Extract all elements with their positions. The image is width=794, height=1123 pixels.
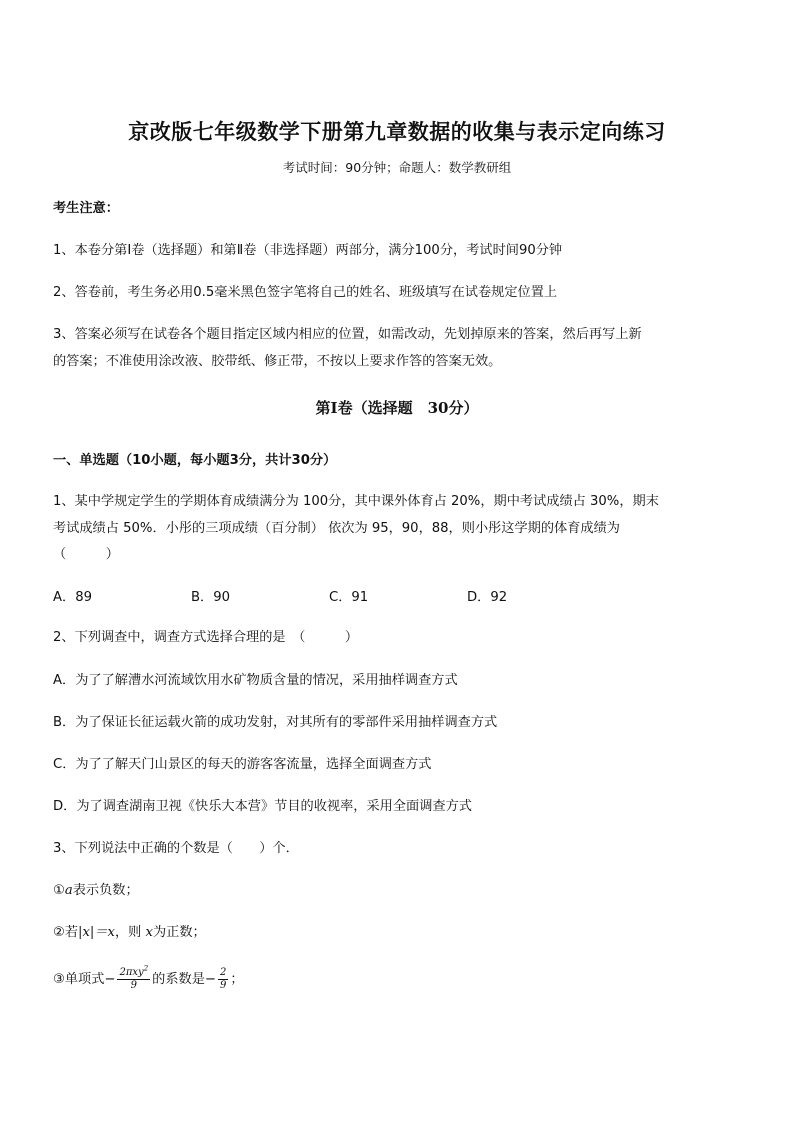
q1-option-d: D．92 [467, 590, 508, 605]
q3-s3-prefix: ③单项式 [53, 972, 105, 987]
part-heading: 一、单选题（10小题，每小题3分，共计30分） [53, 453, 337, 468]
q2-option-d: D．为了调查湖南卫视《快乐大本营》节目的收视率，采用全面调查方式 [53, 799, 472, 814]
q3-statement-3 [53, 963, 743, 997]
q3-s3-mid: 的系数是 [152, 972, 205, 987]
q3-s2-text: 为正数； [152, 925, 206, 940]
q2-option-b: B．为了保证长征运载火箭的成功发射，对其所有的零部件采用抽样调查方式 [53, 715, 498, 730]
exam-info: 考试时间：90分钟；命题人：数学教研组 [282, 160, 512, 175]
q1-stem-line-3: （ ） [53, 547, 119, 562]
notice-item-3-line-1: 3、答案必须写在试卷各个题目指定区域内相应的位置，如需改动，先划掉原来的答案，然后再写上新 [53, 327, 642, 342]
q1-stem-line-1: 1、某中学规定学生的学期体育成绩满分为 100分，其中课外体育占 20%，期中考试成绩占 30%，期末 [53, 494, 659, 509]
q3-s1-prefix: ① [53, 883, 65, 898]
q3-stem: 3、下列说法中正确的个数是（ ）个． [53, 841, 299, 856]
q1-option-b: B．90 [191, 590, 231, 605]
q3-s3-coef-minus: − [204, 972, 216, 987]
q3-s3-coef-numerator: 2 [219, 966, 227, 978]
q1-options [53, 584, 743, 611]
section-title: 第Ⅰ卷（选择题 30分） [315, 399, 479, 417]
q3-s3-denominator: 9 [130, 979, 137, 991]
q3-statement-1 [53, 877, 743, 904]
notice-item-3-line-2: 的答案；不准使用涂改液、胶带纸、修正带，不按以上要求作答的答案无效。 [53, 354, 502, 369]
q1-stem-line-2: 考试成绩占 50%．小彤的三项成绩（百分制） 依次为 95，90，88，则小彤这学期的体育成绩为 [53, 521, 620, 536]
q1-option-a: A．89 [53, 590, 92, 605]
notice-item-2: 2、答卷前，考生务必用0.5毫米黑色签字笔将自己的姓名、班级填写在试卷规定位置上 [53, 285, 558, 300]
q3-s3-monomial-fraction [117, 964, 150, 992]
q3-s3-coefficient-fraction [218, 967, 228, 992]
q3-s3-coef-denominator: 9 [219, 979, 227, 991]
q2-option-c: C．为了了解天门山景区的每天的游客客流量，选择全面调查方式 [53, 757, 432, 772]
q3-s3-minus: − [104, 972, 116, 987]
q3-s1-variable: a [64, 883, 73, 898]
q1-option-c: C．91 [329, 590, 369, 605]
q2-stem: 2、下列调查中，调查方式选择合理的是 （ ） [53, 630, 359, 645]
q3-s2-expression: |x|＝x [78, 925, 115, 940]
notice-heading: 考生注意： [53, 201, 119, 216]
q3-s3-numerator: 2πxy [119, 966, 144, 978]
q3-s3-end: ； [230, 972, 244, 987]
q2-option-a: A．为了了解漕水河流域饮用水矿物质含量的情况，采用抽样调查方式 [53, 673, 458, 688]
q3-s3-exponent: 2 [143, 964, 149, 973]
q3-statement-2 [53, 919, 743, 946]
q3-s2-variable: x [145, 925, 153, 940]
q3-s2-prefix: ②若 [53, 925, 79, 940]
page-title: 京改版七年级数学下册第九章数据的收集与表示定向练习 [128, 119, 666, 144]
notice-item-1: 1、本卷分第Ⅰ卷（选择题）和第Ⅱ卷（非选择题）两部分，满分100分，考试时间90分钟 [53, 243, 563, 258]
q3-s2-mid: ，则 [114, 925, 142, 940]
q3-s1-text: 表示负数； [72, 883, 139, 898]
